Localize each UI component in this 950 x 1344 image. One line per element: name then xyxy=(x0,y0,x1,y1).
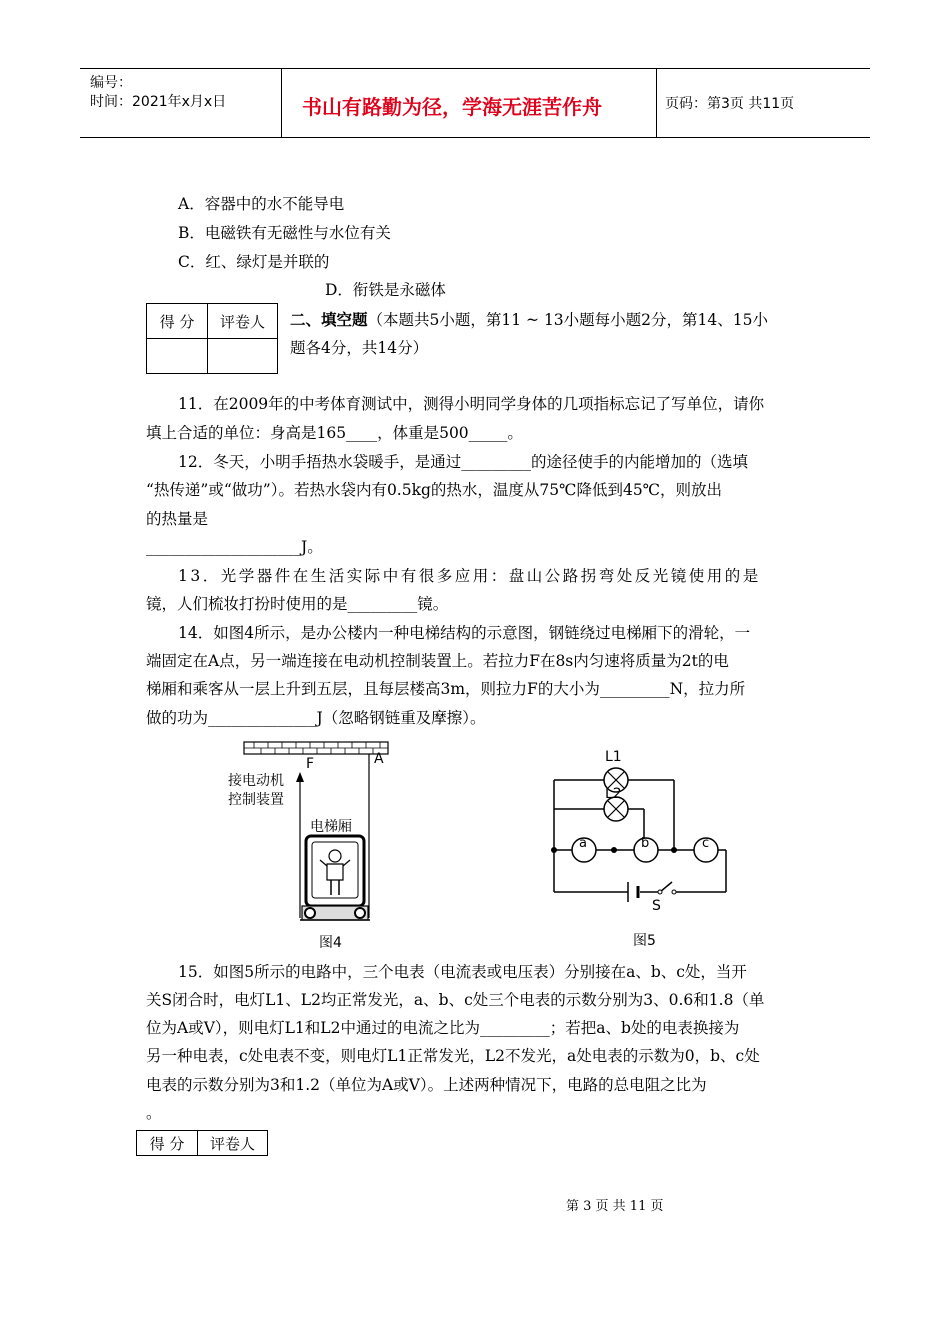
header-divider xyxy=(656,69,657,137)
section-heading xyxy=(290,308,768,330)
junction-dot xyxy=(611,847,617,853)
code-label: 编号： xyxy=(90,75,132,91)
figure-5-circuit xyxy=(548,742,734,922)
q14-line-4: 做的功为______________J（忽略钢链重及摩擦）。 xyxy=(146,709,486,727)
fig5-l2: L2 xyxy=(605,786,622,802)
time-label: 时间：2021年x月x日 xyxy=(90,94,227,110)
header-motto: 书山有路勤为径，学海无涯苦作舟 xyxy=(302,95,602,119)
q11-line-1: 11．在2009年的中考体育测试中，测得小明同学身体的几项指标忘记了写单位，请你 xyxy=(178,395,765,413)
option-a: A．容器中的水不能导电 xyxy=(178,195,345,213)
force-arrow xyxy=(296,772,304,782)
fig5-l1: L1 xyxy=(605,749,622,765)
header-divider xyxy=(281,69,282,137)
grader-cell[interactable] xyxy=(208,339,278,374)
q15-line-4: 另一种电表，c处电表不变，则电灯L1正常发光，L2不发光，a处电表的示数为0，b、c处 xyxy=(146,1047,760,1065)
q14-line-3: 梯厢和乘客从一层上升到五层，且每层楼高3m，则拉力F的大小为_________N，拉力所 xyxy=(146,680,746,698)
fig4-motor-1: 接电动机 xyxy=(228,773,284,789)
score-table xyxy=(136,1130,268,1156)
q12-line-1: 12．冬天，小明手捂热水袋暖手，是通过_________的途径使手的内能增加的（选填 xyxy=(178,453,748,471)
page-header xyxy=(80,68,870,138)
section-desc-1: （本题共5小题，第11 ~ 13小题每小题2分，第14、15小 xyxy=(367,311,768,329)
fig4-car-label: 电梯厢 xyxy=(310,819,352,835)
fig4-label-a: A xyxy=(374,751,384,767)
figure-4-elevator xyxy=(240,738,400,938)
q15-line-3: 位为A或V），则电灯L1和L2中通过的电流之比为_________；若把a、b处的电表换接为 xyxy=(146,1019,740,1037)
score-header: 得 分 xyxy=(147,304,208,339)
switch-pivot xyxy=(658,890,662,894)
passenger-body xyxy=(327,864,343,880)
q13-line-1: 13．光学器件在生活实际中有很多应用：盘山公路拐弯处反光镜使用的是 xyxy=(178,567,761,585)
fig4-motor-2: 控制装置 xyxy=(228,792,284,808)
q11-line-2: 填上合适的单位：身高是165____，体重是500_____。 xyxy=(146,424,523,442)
fig5-meter-b-label: b xyxy=(641,836,650,851)
junction-dot xyxy=(551,847,557,853)
passenger-head xyxy=(329,850,341,862)
fig5-caption: 图5 xyxy=(633,933,656,949)
fig5-meter-c-label: c xyxy=(702,836,710,851)
q13-line-2: 镜，人们梳妆打扮时使用的是_________镜。 xyxy=(146,595,449,613)
q12-line-3: 的热量是 xyxy=(146,510,209,528)
fig4-label-f: F xyxy=(306,756,315,772)
grader-header: 评卷人 xyxy=(208,304,278,339)
fig5-switch-label: S xyxy=(652,898,661,914)
score-header: 得 分 xyxy=(137,1131,198,1156)
fig4-caption: 图4 xyxy=(319,935,342,951)
switch-contact xyxy=(672,890,676,894)
q15-line-1: 15．如图5所示的电路中，三个电表（电流表或电压表）分别接在a、b、c处，当开 xyxy=(178,963,747,981)
q14-line-2: 端固定在A点，另一端连接在电动机控制装置上。若拉力F在8s内匀速将质量为2t的电 xyxy=(146,652,729,670)
grader-header: 评卷人 xyxy=(198,1131,268,1156)
score-cell[interactable] xyxy=(147,339,208,374)
score-table xyxy=(146,303,278,374)
pulley-left xyxy=(305,908,315,918)
page-footer: 第 3 页 共 11 页 xyxy=(566,1199,664,1214)
q12-line-4: ____________________J。 xyxy=(146,538,323,556)
q12-line-2: “热传递”或“做功”）。若热水袋内有0.5kg的热水，温度从75℃降低到45℃，则放出 xyxy=(146,481,723,499)
option-b: B．电磁铁有无磁性与水位有关 xyxy=(178,224,391,242)
junction-dot xyxy=(671,847,677,853)
section-title: 二、填空题 xyxy=(290,310,368,329)
section-desc-2: 题各4分，共14分） xyxy=(290,339,429,357)
option-c: C．红、绿灯是并联的 xyxy=(178,253,330,271)
q15-line-5: 电表的示数分别为3和1.2（单位为A或V）。上述两种情况下，电路的总电阻之比为 xyxy=(146,1076,707,1094)
fig5-meter-a-label: a xyxy=(579,836,587,851)
q15-line-2: 关S闭合时，电灯L1、L2均正常发光，a、b、c处三个电表的示数分别为3、0.6和1.8（单 xyxy=(146,991,765,1009)
q15-line-6: 。 xyxy=(146,1104,162,1122)
option-d: D．衔铁是永磁体 xyxy=(325,281,446,299)
pulley-right xyxy=(355,908,365,918)
q14-line-1: 14．如图4所示，是办公楼内一种电梯结构的示意图，钢链绕过电梯厢下的滑轮，一 xyxy=(178,624,751,642)
header-page-label: 页码：第3页 共11页 xyxy=(665,96,795,112)
